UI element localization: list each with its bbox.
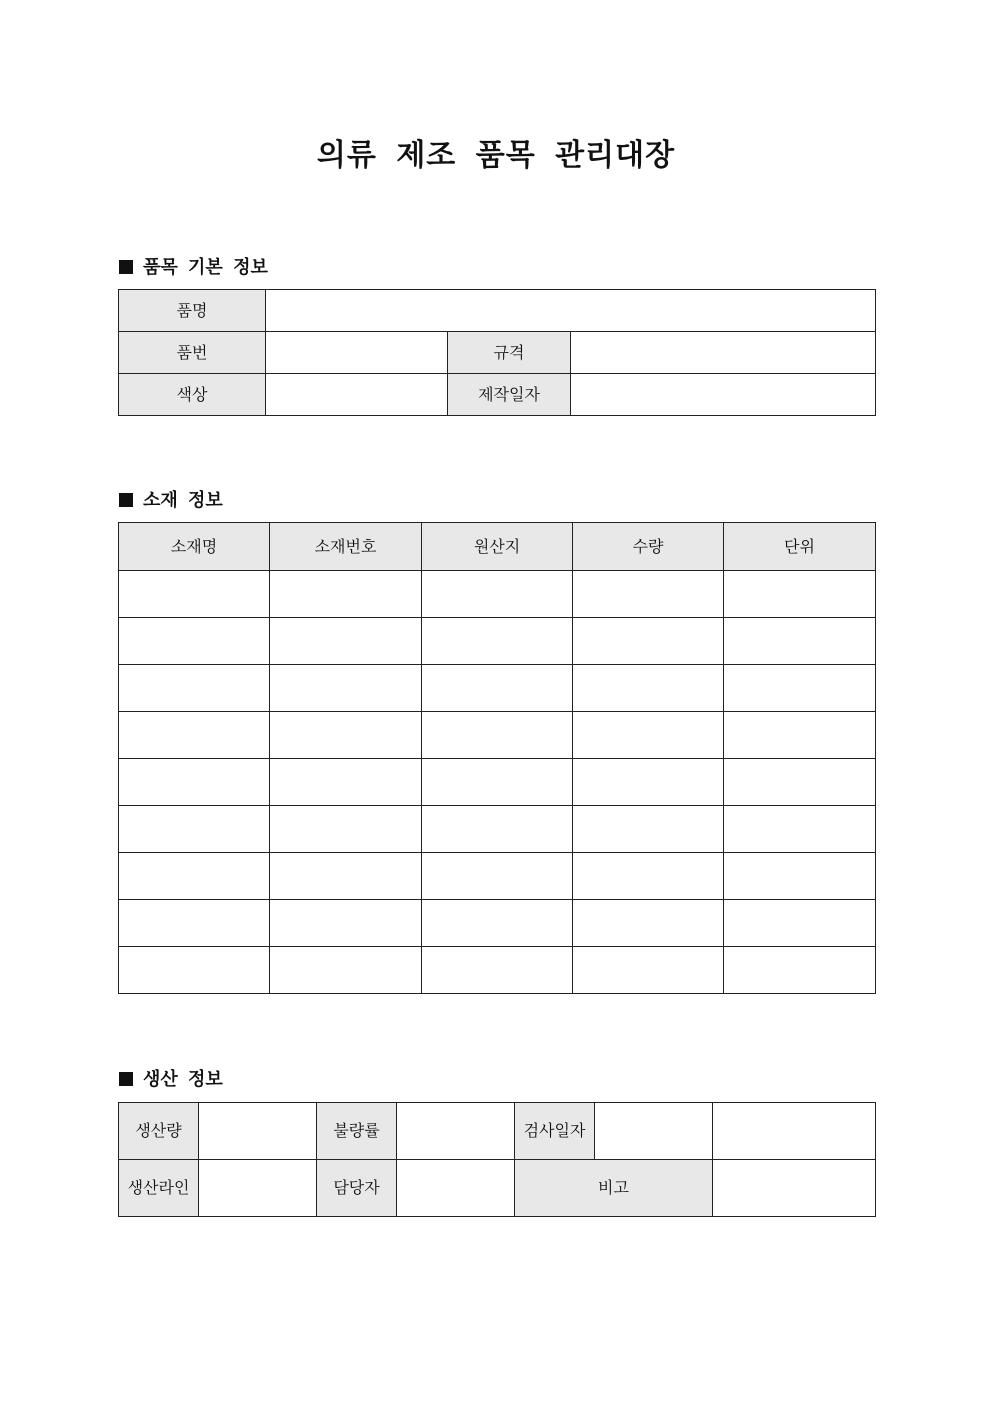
- table-row: [119, 947, 876, 994]
- table-row: [119, 665, 876, 712]
- table-row: [119, 571, 876, 618]
- material-cell[interactable]: [724, 665, 876, 712]
- date-field[interactable]: [571, 374, 876, 416]
- extra-field[interactable]: [713, 1103, 876, 1160]
- column-header: 수량: [573, 523, 724, 571]
- material-cell[interactable]: [422, 806, 573, 853]
- material-cell[interactable]: [573, 900, 724, 947]
- date-label: 제작일자: [448, 374, 571, 416]
- document-title: 의류 제조 품목 관리대장: [316, 138, 676, 173]
- material-cell[interactable]: [422, 759, 573, 806]
- table-header-row: [119, 523, 876, 571]
- table-row: [119, 290, 876, 332]
- table-row: [119, 712, 876, 759]
- material-cell[interactable]: [422, 665, 573, 712]
- material-cell[interactable]: [422, 853, 573, 900]
- material-cell[interactable]: [422, 712, 573, 759]
- material-cell[interactable]: [119, 806, 270, 853]
- material-cell[interactable]: [724, 853, 876, 900]
- table-row: [119, 900, 876, 947]
- table-row: [119, 759, 876, 806]
- production-info-table: [118, 1102, 876, 1217]
- square-bullet-icon: [119, 493, 133, 507]
- section-heading-text: 소재 정보: [143, 490, 223, 511]
- basic-info-table: [118, 289, 876, 416]
- item-name-label: 품명: [119, 290, 266, 332]
- table-row: [119, 374, 876, 416]
- material-cell[interactable]: [270, 853, 422, 900]
- spec-field[interactable]: [571, 332, 876, 374]
- material-cell[interactable]: [724, 759, 876, 806]
- section-heading-basic: [119, 253, 268, 279]
- line-label: 생산라인: [119, 1160, 199, 1217]
- item-no-label: 품번: [119, 332, 266, 374]
- material-cell[interactable]: [270, 712, 422, 759]
- item-name-field[interactable]: [266, 290, 876, 332]
- material-cell[interactable]: [270, 618, 422, 665]
- material-cell[interactable]: [573, 712, 724, 759]
- color-label: 색상: [119, 374, 266, 416]
- material-cell[interactable]: [270, 665, 422, 712]
- note-label: 비고: [515, 1160, 713, 1217]
- inspect-field[interactable]: [595, 1103, 713, 1160]
- section-heading-text: 생산 정보: [143, 1069, 223, 1090]
- material-cell[interactable]: [119, 947, 270, 994]
- column-header: 소재번호: [270, 523, 422, 571]
- spec-label: 규격: [448, 332, 571, 374]
- table-row: [119, 1160, 876, 1217]
- section-heading-production: [119, 1065, 223, 1091]
- material-cell[interactable]: [270, 900, 422, 947]
- column-header: 소재명: [119, 523, 270, 571]
- table-row: [119, 332, 876, 374]
- material-cell[interactable]: [422, 947, 573, 994]
- qty-field[interactable]: [199, 1103, 317, 1160]
- material-cell[interactable]: [119, 759, 270, 806]
- material-cell[interactable]: [573, 618, 724, 665]
- material-cell[interactable]: [724, 900, 876, 947]
- material-cell[interactable]: [119, 712, 270, 759]
- section-heading-text: 품목 기본 정보: [143, 257, 268, 278]
- qty-label: 생산량: [119, 1103, 199, 1160]
- material-cell[interactable]: [573, 853, 724, 900]
- item-no-field[interactable]: [266, 332, 448, 374]
- defect-field[interactable]: [397, 1103, 515, 1160]
- material-cell[interactable]: [119, 900, 270, 947]
- section-heading-material: [119, 486, 223, 512]
- material-cell[interactable]: [573, 806, 724, 853]
- color-field[interactable]: [266, 374, 448, 416]
- material-cell[interactable]: [119, 571, 270, 618]
- note-field[interactable]: [713, 1160, 876, 1217]
- defect-label: 불량률: [317, 1103, 397, 1160]
- manager-label: 담당자: [317, 1160, 397, 1217]
- column-header: 원산지: [422, 523, 573, 571]
- material-cell[interactable]: [119, 618, 270, 665]
- material-cell[interactable]: [270, 759, 422, 806]
- material-cell[interactable]: [270, 947, 422, 994]
- material-cell[interactable]: [724, 712, 876, 759]
- material-cell[interactable]: [724, 571, 876, 618]
- material-cell[interactable]: [270, 806, 422, 853]
- material-cell[interactable]: [422, 571, 573, 618]
- table-row: [119, 806, 876, 853]
- material-cell[interactable]: [573, 571, 724, 618]
- material-table-body: [119, 571, 876, 994]
- material-cell[interactable]: [724, 806, 876, 853]
- material-cell[interactable]: [724, 618, 876, 665]
- manager-field[interactable]: [397, 1160, 515, 1217]
- material-cell[interactable]: [422, 618, 573, 665]
- material-cell[interactable]: [270, 571, 422, 618]
- table-row: [119, 1103, 876, 1160]
- material-cell[interactable]: [724, 947, 876, 994]
- square-bullet-icon: [119, 1072, 133, 1086]
- inspect-label: 검사일자: [515, 1103, 595, 1160]
- material-cell[interactable]: [119, 853, 270, 900]
- table-row: [119, 853, 876, 900]
- column-header: 단위: [724, 523, 876, 571]
- material-table: [118, 522, 876, 994]
- material-cell[interactable]: [573, 665, 724, 712]
- material-cell[interactable]: [573, 947, 724, 994]
- material-cell[interactable]: [119, 665, 270, 712]
- material-cell[interactable]: [573, 759, 724, 806]
- square-bullet-icon: [119, 260, 133, 274]
- table-row: [119, 618, 876, 665]
- material-cell[interactable]: [422, 900, 573, 947]
- line-field[interactable]: [199, 1160, 317, 1217]
